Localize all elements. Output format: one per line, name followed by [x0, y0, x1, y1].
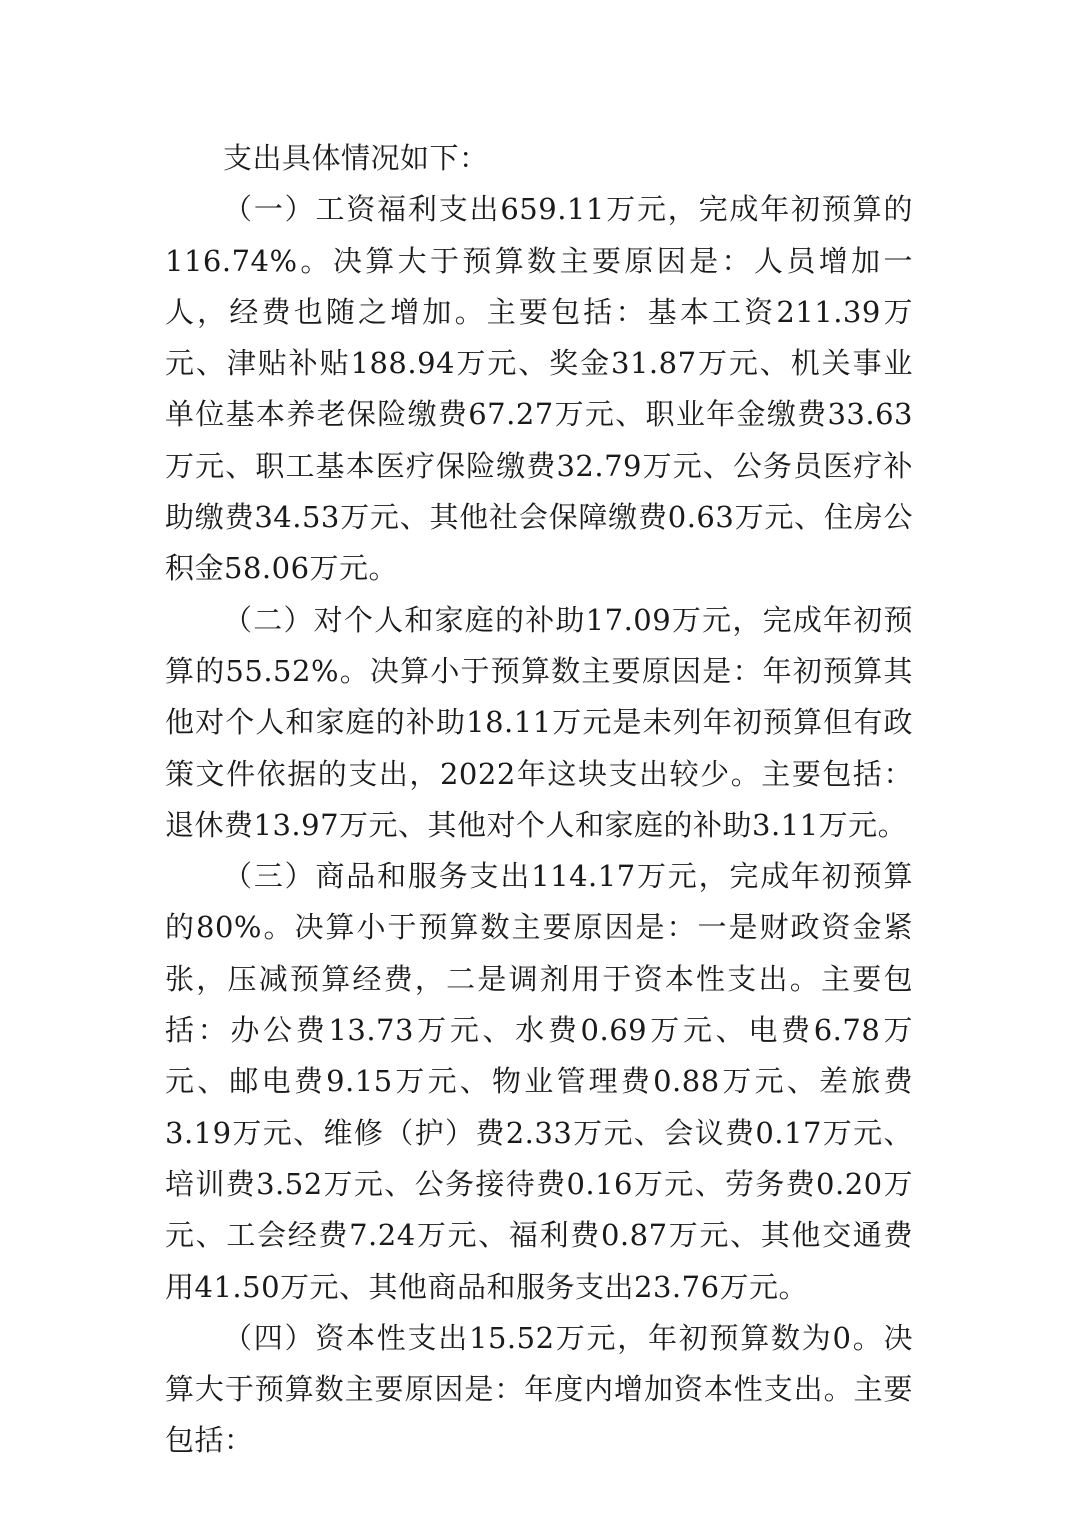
paragraph-capital-expenditure: （四）资本性支出15.52万元，年初预算数为0。决算大于预算数主要原因是：年度内增加资本性支出。主要包括：	[165, 1320, 913, 1458]
paragraph-salary-welfare: （一）工资福利支出659.11万元，完成年初预算的116.74%。决算大于预算数主要原因是：人员增加一人，经费也随之增加。主要包括：基本工资211.39万元、津贴补贴188.94万元、奖金31.87万元、机关事业单位基本养老保险缴费67.27万元、职业年金缴费33.63万元、职工基本医疗保险缴费32.79万元、公务员医疗补助缴费34.53万元、其他社会保障缴费0.63万元、住房公积金58.06万元。	[165, 192, 913, 586]
paragraph-goods-services: （三）商品和服务支出114.17万元，完成年初预算的80%。决算小于预算数主要原因是：一是财政资金紧张，压减预算经费，二是调剂用于资本性支出。主要包括：办公费13.73万元、水费0.69万元、电费6.78万元、邮电费9.15万元、物业管理费0.88万元、差旅费3.19万元、维修（护）费2.33万元、会议费0.17万元、培训费3.52万元、公务接待费0.16万元、劳务费0.20万元、工会经费7.24万元、福利费0.87万元、其他交通费用41.50万元、其他商品和服务支出23.76万元。	[165, 859, 913, 1304]
paragraph-intro: 支出具体情况如下：	[223, 141, 489, 175]
paragraph-individual-household-subsidy: （二）对个人和家庭的补助17.09万元，完成年初预算的55.52%。决算小于预算数主要原因是：年初预算其他对个人和家庭的补助18.11万元是未列年初预算但有政策文件依据的支出，2022年这块支出较少。主要包括：退休费13.97万元、其他对个人和家庭的补助3.11万元。	[165, 602, 913, 842]
document-body	[165, 133, 913, 1467]
